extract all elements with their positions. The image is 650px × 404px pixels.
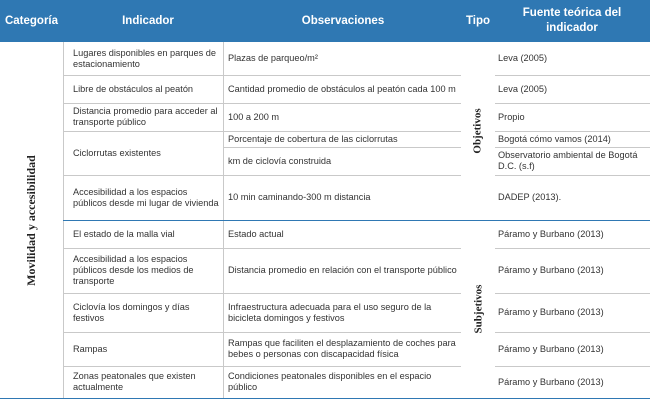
fuente-cell: Páramo y Burbano (2013) [498,265,604,275]
observaciones-cell: km de ciclovía construida [228,155,332,166]
observaciones-cell: Condiciones peatonales disponibles en el espacio público [228,371,432,392]
observaciones-cell: Rampas que faciliten el desplazamiento de coches para bebes o personas con discapacidad física [228,338,456,359]
indicador-cell: El estado de la malla vial [73,228,175,239]
indicador-cell: Accesibilidad a los espacios públicos desde los medios de transporte [73,254,194,286]
header-observaciones: Observaciones [301,14,385,27]
tipo-subjetivos-cell [461,220,495,398]
fuente-cell: Observatorio ambiental de Bogotá D.C. (s.f) [498,150,638,171]
observaciones-cell: 100 a 200 m [228,111,280,122]
category-cell [0,42,63,398]
fuente-cell: Páramo y Burbano (2013) [498,343,604,354]
observaciones-cell: Infraestructura adecuada para el uso seguro de la bicicleta domingos y festivos [228,301,432,323]
table-bottom-border [0,398,650,399]
header-tipo: Tipo [465,14,491,27]
observaciones-cell: Estado actual [228,228,284,239]
tipo-subjetivos-label: Subjetivos [472,284,484,334]
observaciones-cell: Plazas de parqueo/m² [228,53,318,63]
observaciones-cell: 10 min caminando-300 m distancia [228,192,371,202]
indicador-cell: Accesibilidad a los espacios públicos desde mi lugar de vivienda [73,186,219,208]
indicador-cell: Rampas [73,343,108,354]
fuente-cell: Páramo y Burbano (2013) [498,376,604,387]
category-label: Movilidad y accesibilidad [24,154,38,286]
fuente-cell: Páramo y Burbano (2013) [498,228,604,239]
indicador-cell: Distancia promedio para acceder al transporte público [73,106,218,127]
indicador-cell: Ciclorrutas existentes [73,147,161,158]
header-indicador: Indicador [122,14,174,27]
observaciones-cell: Distancia promedio en relación con el transporte público [228,265,457,275]
indicador-cell: Ciclovía los domingos y días festivos [73,301,190,323]
indicador-cell: Zonas peatonales que existen actualmente [73,371,196,392]
tipo-objetivos-cell [461,42,495,220]
table-header [0,0,650,42]
observaciones-cell: Porcentaje de cobertura de las ciclorrutas [228,133,398,144]
fuente-cell: Propio [498,111,525,122]
indicador-cell: Lugares disponibles en parques de estacionamiento [73,47,217,69]
fuente-cell: Leva (2005) [498,83,548,94]
fuente-cell: Leva (2005) [498,53,548,63]
tipo-objetivos-label: Objetivos [472,108,485,154]
fuente-cell: DADEP (2013). [498,192,562,202]
indicador-cell: Libre de obstáculos al peatón [73,83,194,94]
fuente-cell: Páramo y Burbano (2013) [498,307,604,317]
header-categoria: Categoría [4,14,59,27]
header-fuente: Fuente teórica del indicador [522,7,622,34]
observaciones-cell: Cantidad promedio de obstáculos al peatón cada 100 m [228,83,456,94]
fuente-cell: Bogotá cómo vamos (2014) [498,133,611,144]
